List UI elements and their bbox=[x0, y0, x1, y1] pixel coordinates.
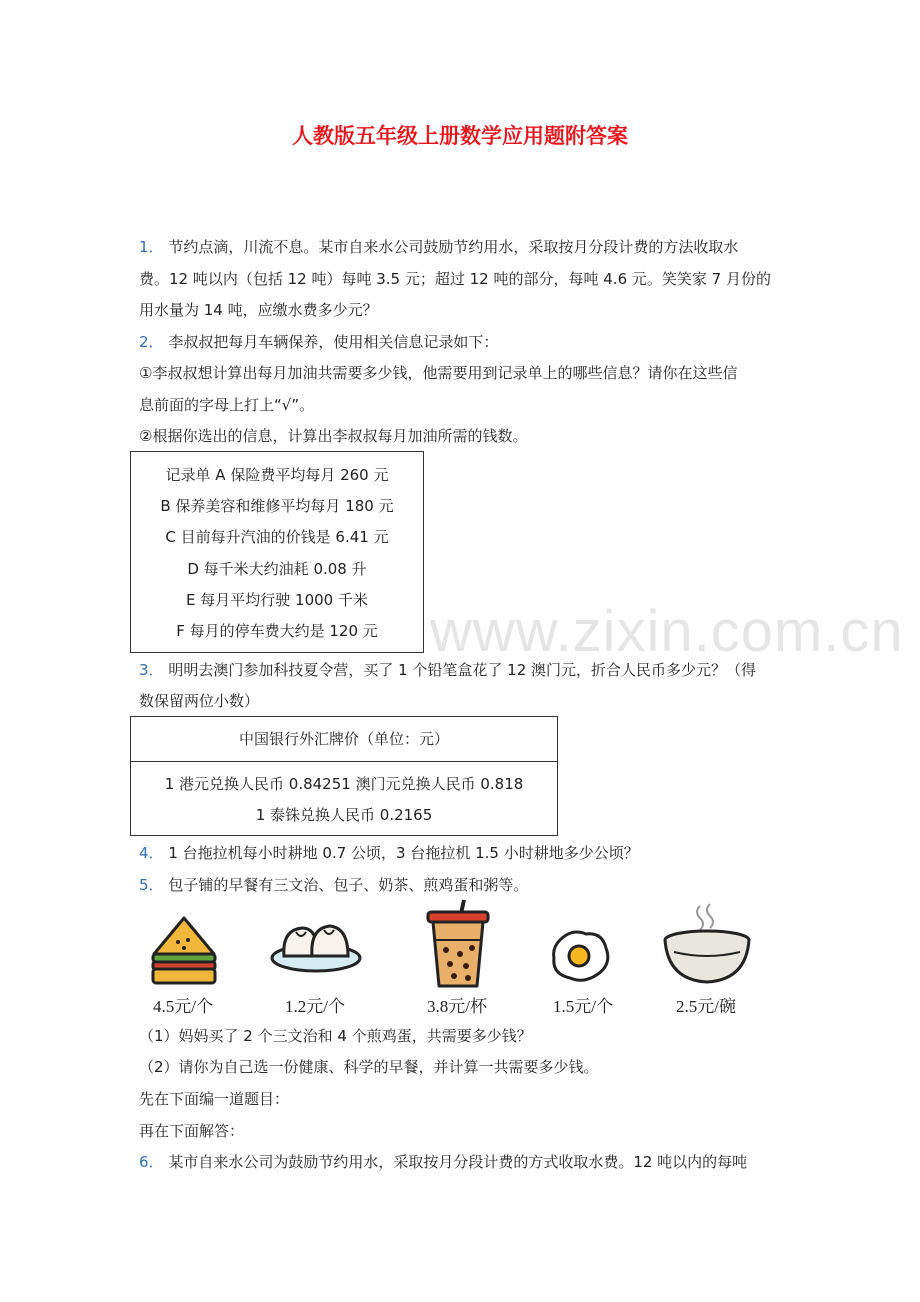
q2-line-1 bbox=[139, 332, 784, 352]
q6-number: 6． bbox=[139, 1153, 164, 1171]
sandwich-icon bbox=[148, 912, 220, 992]
q1-number: 1． bbox=[139, 238, 164, 256]
table-divider bbox=[131, 761, 557, 762]
q1-line-3: 用水量为 14 吨，应缴水费多少元？ bbox=[139, 301, 378, 319]
steamed-bun-item bbox=[268, 912, 364, 980]
q5-sub-2: （2）请你为自己选一份健康、科学的早餐，并计算一共需要多少钱。 bbox=[139, 1058, 599, 1076]
record-item-f: F 每月的停车费大约是 120 元 bbox=[176, 622, 378, 640]
q5-text-1: 包子铺的早餐有三文治、包子、奶茶、煎鸡蛋和粥等。 bbox=[168, 876, 529, 894]
q2-line-4: ②根据你选出的信息，计算出李叔叔每月加油所需的钱数。 bbox=[139, 427, 528, 445]
q6-text-1: 某市自来水公司为鼓励节约用水，采取按月分段计费的方式收取水费。12 吨以内的每吨 bbox=[168, 1153, 748, 1171]
q3-line-1 bbox=[139, 660, 784, 680]
q5-number: 5． bbox=[139, 876, 164, 894]
fried-egg-icon bbox=[548, 926, 612, 986]
q3-text-1: 明明去澳门参加科技夏令营，买了 1 个铅笔盒花了 12 澳门元，折合人民币多少元？（得 bbox=[168, 661, 757, 679]
q2-text-1: 李叔叔把每月车辆保养，使用相关信息记录如下： bbox=[168, 333, 499, 351]
q5-sub-1: （1）妈妈买了 2 个三文治和 4 个煎鸡蛋，共需要多少钱？ bbox=[139, 1027, 532, 1045]
q4-text-1: 1 台拖拉机每小时耕地 0.7 公顷，3 台拖拉机 1.5 小时耕地多少公顷？ bbox=[168, 844, 639, 862]
q4-number: 4． bbox=[139, 844, 164, 862]
exchange-table-header: 中国银行外汇牌价（单位：元） bbox=[238, 730, 449, 748]
q5-line-1 bbox=[139, 875, 784, 895]
watermark: www.zixin.com.cn bbox=[430, 599, 904, 664]
record-item-e: E 每月平均行驶 1000 千米 bbox=[186, 591, 368, 609]
porridge-price: 2.5元/碗 bbox=[676, 997, 736, 1016]
q5-sub-3: 先在下面编一道题目： bbox=[139, 1090, 290, 1108]
q2-line-2: ①李叔叔想计算出每月加油共需要多少钱，他需要用到记录单上的哪些信息？请你在这些信 bbox=[139, 364, 738, 382]
porridge-bowl-icon bbox=[660, 900, 754, 990]
milk-tea-item bbox=[424, 898, 494, 994]
porridge-bowl-item bbox=[660, 900, 754, 994]
fried-egg-price: 1.5元/个 bbox=[553, 997, 613, 1016]
q1-text-1: 节约点滴，川流不息。某市自来水公司鼓励节约用水，采取按月分段计费的方法收取水 bbox=[168, 238, 739, 256]
record-item-c: C 目前每升汽油的价钱是 6.41 元 bbox=[165, 528, 389, 546]
q1-line-1 bbox=[139, 237, 784, 257]
exchange-rate-table bbox=[130, 716, 558, 836]
q5-sub-4: 再在下面解答： bbox=[139, 1122, 245, 1140]
q4-line-1 bbox=[139, 843, 784, 863]
fried-egg-item bbox=[548, 926, 612, 990]
q3-line-2: 数保留两位小数） bbox=[139, 692, 260, 710]
q2-line-3: 息前面的字母上打上“√”。 bbox=[139, 396, 315, 414]
steamed-bun-icon bbox=[268, 912, 364, 976]
exchange-table-row-2: 1 泰铢兑换人民币 0.2165 bbox=[255, 806, 433, 824]
milk-tea-price: 3.8元/杯 bbox=[427, 997, 487, 1016]
sandwich-item bbox=[148, 912, 220, 996]
record-sheet-box bbox=[130, 451, 424, 653]
steamed-bun-price: 1.2元/个 bbox=[285, 997, 345, 1016]
record-item-a: 记录单 A 保险费平均每月 260 元 bbox=[165, 466, 389, 484]
q2-number: 2． bbox=[139, 333, 164, 351]
q3-number: 3． bbox=[139, 661, 164, 679]
page-title: 人教版五年级上册数学应用题附答案 bbox=[292, 124, 628, 148]
sandwich-price: 4.5元/个 bbox=[153, 997, 213, 1016]
record-item-d: D 每千米大约油耗 0.08 升 bbox=[187, 560, 367, 578]
exchange-table-row-1: 1 港元兑换人民币 0.84251 澳门元兑换人民币 0.818 bbox=[164, 775, 524, 793]
q6-line-1 bbox=[139, 1152, 784, 1172]
record-item-b: B 保养美容和维修平均每月 180 元 bbox=[160, 497, 394, 515]
q1-line-2: 费。12 吨以内（包括 12 吨）每吨 3.5 元；超过 12 吨的部分，每吨 4.6 元。笑笑家 7 月份的 bbox=[139, 270, 771, 288]
milk-tea-icon bbox=[424, 898, 494, 990]
